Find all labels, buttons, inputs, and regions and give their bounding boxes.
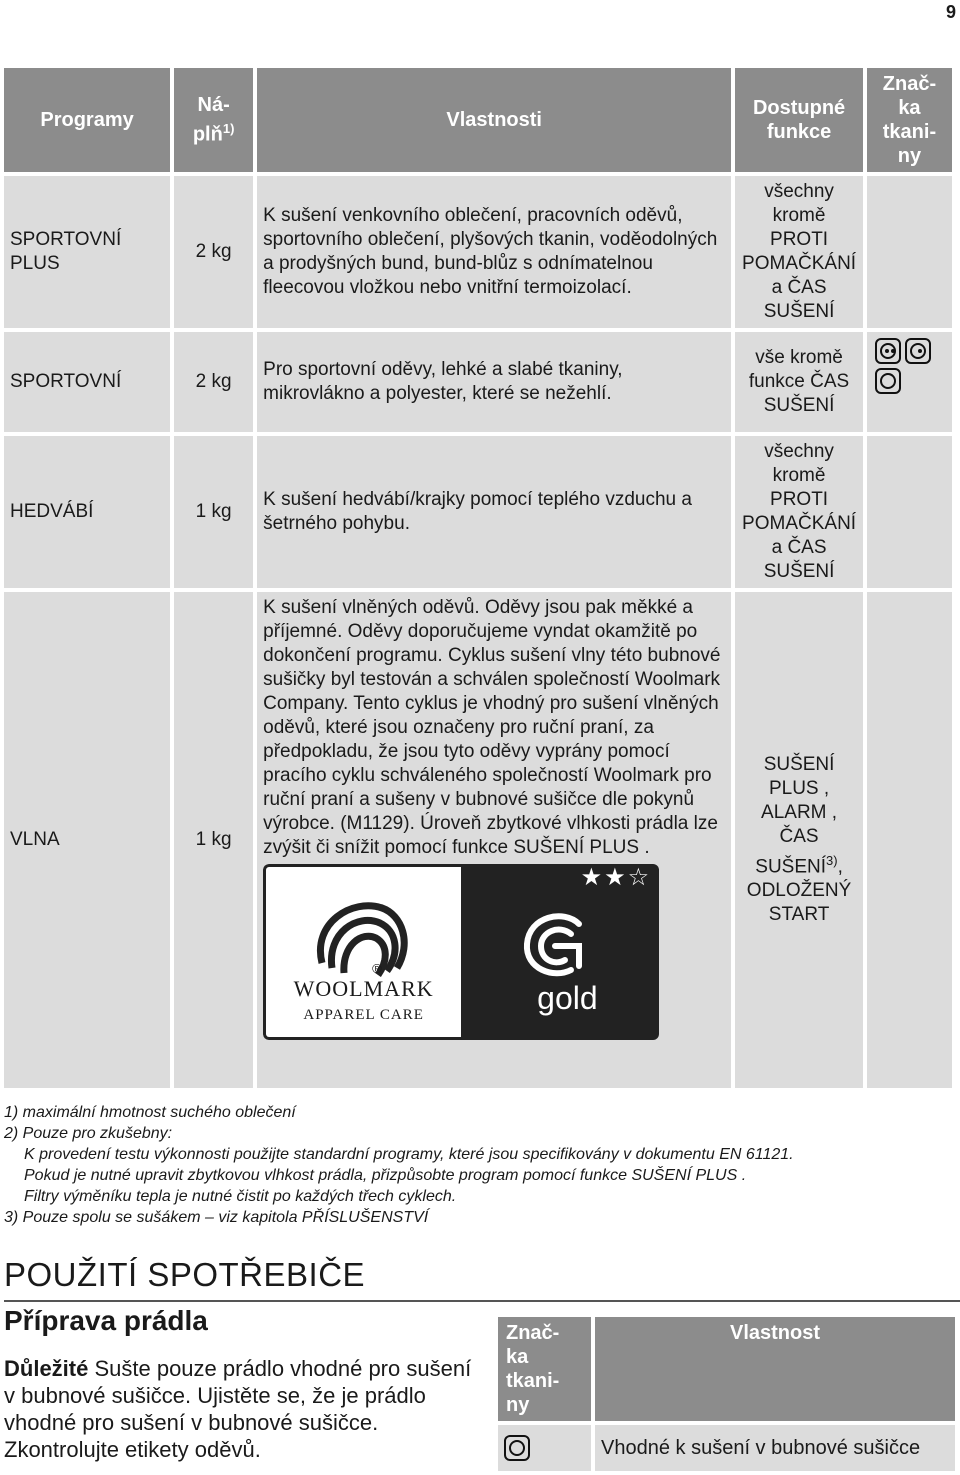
table-row: [4, 592, 952, 1088]
program-load: 2 kg: [174, 176, 253, 328]
programs-table: [0, 64, 956, 1092]
program-description-text: K sušení vlněných oděvů. Oděvy jsou pak měkké a příjemné. Oděvy doporučujeme vyndat okamžitě po dokončení programu. Cyklus sušení vlny této bubnové sušičky byl testován a schválen společností Woolmark Company. Tento cyklus je vhodný pro sušení vlněných oděvů, které jsou označeny pro ruční praní, za předpokladu, že jsou tyto oděvy vyprány pomocí pracího cyklu schváleného společností Woolmark pro ruční praní a sušeny v bubnové sušičce dle pokynů výrobce. (M1129). Úroveň zbytkové vlhkosti prádla lze zvýšit či snížit pomocí funkce SUŠENÍ PLUS .: [263, 597, 721, 858]
header-fabric: Znač- ka tkani- ny: [498, 1317, 591, 1421]
program-functions: vše kromě funkce ČAS SUŠENÍ: [735, 332, 863, 432]
program-name: VLNA: [4, 592, 170, 1088]
program-load: 1 kg: [174, 436, 253, 588]
fabric-symbol-cell: [867, 436, 952, 588]
woolmark-text: WOOLMARK: [293, 976, 434, 1001]
fabric-symbol-cell: [867, 332, 952, 432]
header-fabric: Znač- ka tkani- ny: [867, 68, 952, 172]
program-name: SPORTOVNÍ PLUS: [4, 176, 170, 328]
fabric-symbol-cell: [867, 176, 952, 328]
footnote: 1) maximální hmotnost suchého oblečení: [4, 1104, 296, 1121]
subsection-title: Příprava prádla: [4, 1305, 208, 1336]
header-functions: Dostupné funkce: [735, 68, 863, 172]
registered-mark: ®: [372, 961, 382, 976]
header-properties: Vlastnosti: [257, 68, 731, 172]
rating-stars: ★★☆: [580, 864, 652, 891]
woolmark-brand-panel: [263, 864, 461, 1040]
footnote: Pokud je nutné upravit zbytkovou vlhkost prádla, přizpůsobte program pomocí funkce SUŠENÍ PLUS .: [24, 1167, 747, 1184]
footnote: Filtry výměníku tepla je nutné čistit po každých třech cyklech.: [24, 1188, 457, 1205]
program-load: 2 kg: [174, 332, 253, 432]
footnotes: [4, 1102, 794, 1228]
section-title: POUŽITÍ SPOTŘEBIČE: [4, 1256, 366, 1293]
program-name: SPORTOVNÍ: [4, 332, 170, 432]
fabric-symbol-cell: [498, 1425, 591, 1471]
program-description: K sušení hedvábí/krajky pomocí teplého vzduchu a šetrného pohybu.: [257, 436, 731, 588]
program-functions: všechny kromě PROTI POMAČKÁNÍ a ČAS SUŠENÍ: [735, 436, 863, 588]
fabric-symbol-table: [494, 1313, 959, 1475]
program-load: 1 kg: [174, 592, 253, 1088]
property-text: Vhodné k sušení v bubnové sušičce: [595, 1425, 955, 1471]
footnote: 2) Pouze pro zkušebny:: [4, 1125, 173, 1142]
table-row: [4, 332, 952, 432]
woolmark-logo: [263, 864, 659, 1040]
header-programs: Programy: [4, 68, 170, 172]
program-name: HEDVÁBÍ: [4, 436, 170, 588]
tumble-dry-icon: [875, 368, 901, 394]
woolmark-gold-panel: [461, 864, 659, 1040]
important-note: Důležité Sušte pouze prádlo vhodné pro sušení v bubnové sušičce. Ujistěte se, že je prádlo vhodné pro sušení v bubnové sušičce. Zkontrolujte etikety oděvů.: [4, 1356, 472, 1462]
program-functions: SUŠENÍ PLUS , ALARM , ČAS SUŠENÍ$^{3)}$, ODLOŽENÝ START: [735, 592, 863, 1088]
table-row: [498, 1425, 955, 1471]
program-description: K sušení venkovního oblečení, pracovních oděvů, sportovního oblečení, plyšových tkanin, voděodolných a prodyšných bund, bund-blůz s odnímatelnou fleecovou vložkou nebo vnitřní termoizolací.: [257, 176, 731, 328]
table-row: [4, 436, 952, 588]
page-number: 9: [945, 2, 956, 22]
apparel-care-text: APPAREL CARE: [303, 1007, 424, 1023]
footnote: 3) Pouze spolu se sušákem – viz kapitola PŘÍSLUŠENSTVÍ: [4, 1209, 429, 1226]
tumble-dry-normal-icon: [875, 338, 901, 364]
table-row: [4, 176, 952, 328]
tumble-dry-icon: [504, 1435, 530, 1461]
gold-label: gold: [537, 980, 598, 1016]
fabric-symbol-cell: [867, 592, 952, 1088]
gold-swirl-icon: [519, 904, 599, 984]
header-property: Vlastnost: [595, 1317, 955, 1421]
header-load: Ná- plň$^{1)}$: [174, 68, 253, 172]
divider: [4, 1300, 960, 1302]
footnote: K provedení testu výkonnosti použijte standardní programy, které jsou specifikovány v dokumentu EN 61121.: [24, 1146, 794, 1163]
tumble-dry-low-icon: [905, 338, 931, 364]
program-functions: všechny kromě PROTI POMAČKÁNÍ a ČAS SUŠENÍ: [735, 176, 863, 328]
program-description: Pro sportovní oděvy, lehké a slabé tkaniny, mikrovlákno a polyester, které se nežehlí.: [257, 332, 731, 432]
program-description: [257, 592, 731, 1088]
